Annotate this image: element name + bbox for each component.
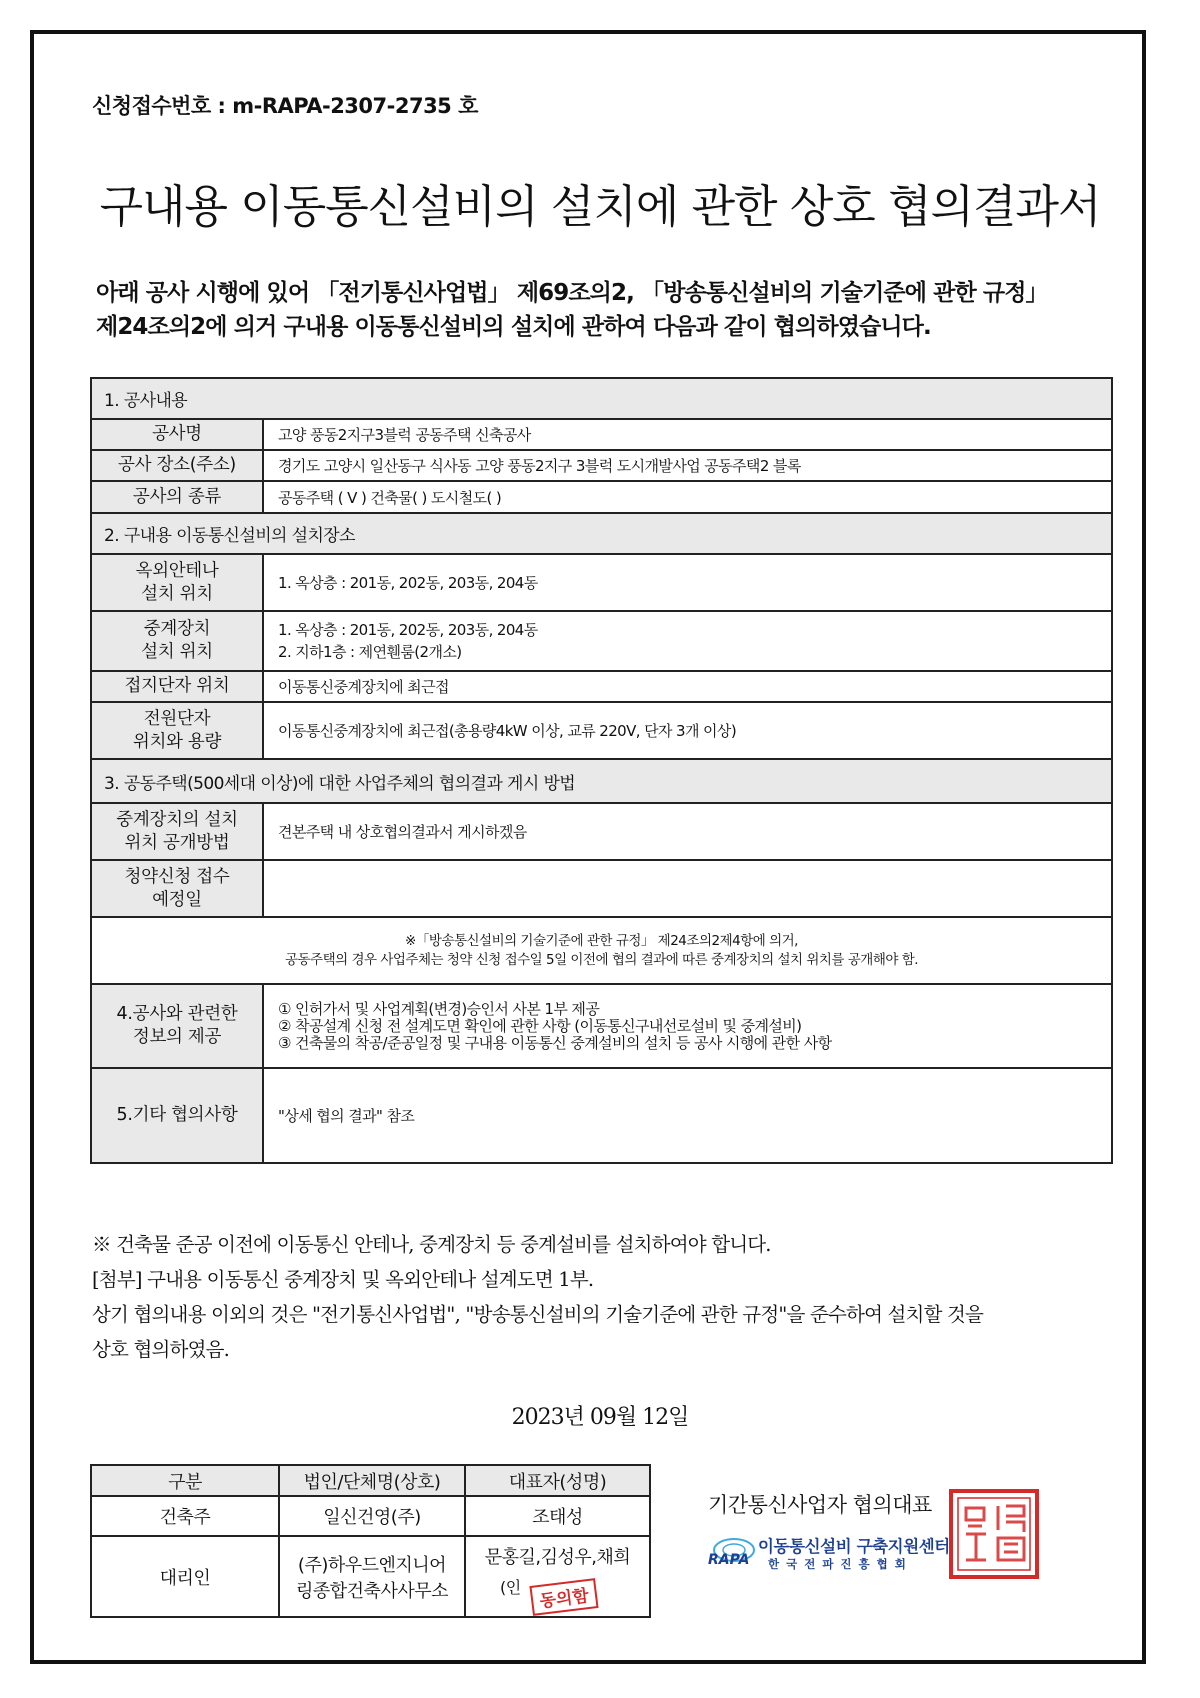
table-row bbox=[91, 671, 1112, 702]
row-label bbox=[91, 611, 263, 671]
center-name: 이동통신설비 구축지원센터 bbox=[758, 1537, 950, 1556]
row-value bbox=[263, 611, 1112, 671]
rapa-logo-icon bbox=[706, 1534, 758, 1574]
label-line: 예정일 bbox=[152, 889, 202, 910]
table-row bbox=[91, 419, 1112, 450]
info-item: ③ 건축물의 착공/준공일정 및 구내용 이동통신 중계설비의 설치 등 공사 시행에 관한 사항 bbox=[278, 1033, 832, 1052]
row-label bbox=[91, 803, 263, 860]
note-line: ※「방송통신설비의 기술기준에 관한 규정」 제24조의2제4항에 의거, bbox=[405, 932, 798, 949]
row-value bbox=[263, 860, 1112, 917]
row-label bbox=[91, 860, 263, 917]
row-label: 5.기타 협의사항 bbox=[91, 1068, 263, 1163]
header-cell: 법인/단체명(상호) bbox=[279, 1465, 465, 1496]
label-line: 청약신청 접수 bbox=[124, 866, 230, 887]
table-row bbox=[91, 860, 1112, 917]
row-label: 공사 장소(주소) bbox=[91, 450, 263, 481]
label-line: 전원단자 bbox=[143, 708, 211, 729]
row-value: 경기도 고양시 일산동구 식사동 고양 풍동2지구 3블럭 도시개발사업 공동주택2 블록 bbox=[263, 450, 1112, 481]
row-value: 이동통신중계장치에 최근접 bbox=[263, 671, 1112, 702]
section-1-heading-row bbox=[91, 378, 1112, 419]
table-row bbox=[91, 1068, 1112, 1163]
label-line: 중계장치 bbox=[143, 619, 211, 639]
agreement-table bbox=[90, 377, 1113, 1164]
label-line: 정보의 제공 bbox=[132, 1027, 222, 1047]
label-line: 중계장치의 설치 bbox=[116, 809, 238, 830]
row-label: 공사명 bbox=[91, 419, 263, 450]
table-row bbox=[91, 984, 1112, 1068]
name-line: 링종합건축사사무소 bbox=[296, 1580, 448, 1602]
stamp-text: 동의함 bbox=[538, 1586, 590, 1612]
official-seal bbox=[948, 1488, 1040, 1580]
label-line: 설치 위치 bbox=[141, 583, 213, 604]
intro-line: 제24조의2에 의거 구내용 이동통신설비의 설치에 관하여 다음과 같이 협의하였습니다. bbox=[96, 314, 931, 340]
table-row bbox=[91, 481, 1112, 513]
label-line: 4.공사와 관련한 bbox=[116, 1004, 238, 1024]
party-name: 일신건영(주) bbox=[279, 1496, 465, 1536]
section-2-heading-row bbox=[91, 513, 1112, 554]
section-heading: 1. 공사내용 bbox=[91, 378, 1112, 419]
party-representative: 조태성 bbox=[465, 1496, 650, 1536]
intro-line: 아래 공사 시행에 있어 「전기통신사업법」 제69조의2, 「방송통신설비의 기술기준에 관한 규정」 bbox=[96, 280, 1048, 306]
table-row bbox=[91, 611, 1112, 671]
value-line: 1. 옥상층 : 201동, 202동, 203동, 204동 bbox=[278, 621, 538, 639]
association-name: 한국전파진흥협회 bbox=[768, 1557, 913, 1571]
party-name bbox=[279, 1536, 465, 1617]
value-line: 2. 지하1층 : 제연휀룸(2개소) bbox=[278, 643, 462, 661]
section-heading: 3. 공동주택(500세대 이상)에 대한 사업주체의 협의결과 게시 방법 bbox=[91, 759, 1112, 803]
footer-line: 상호 협의하였음. bbox=[92, 1338, 230, 1361]
label-line: 옥외안테나 bbox=[135, 560, 219, 581]
label-line: 위치 공개방법 bbox=[124, 832, 230, 853]
footer-line: [첨부] 구내용 이동통신 중계장치 및 옥외안테나 설계도면 1부. bbox=[92, 1268, 594, 1291]
name-line: (주)하우드엔지니어 bbox=[297, 1554, 447, 1576]
row-label: 공사의 종류 bbox=[91, 481, 263, 513]
row-label: 접지단자 위치 bbox=[91, 671, 263, 702]
table-row bbox=[91, 450, 1112, 481]
footer-line: 상기 협의내용 이외의 것은 "전기통신사업법", "방송통신설비의 기술기준에 관한 규정"을 준수하여 설치할 것을 bbox=[92, 1303, 984, 1326]
info-item: ① 인허가서 및 사업계획(변경)승인서 사본 1부 제공 bbox=[278, 999, 600, 1018]
row-value: 이동통신중계장치에 최근접(총용량4kW 이상, 교류 220V, 단자 3개 이상) bbox=[263, 702, 1112, 759]
table-row bbox=[91, 554, 1112, 611]
intro-paragraph bbox=[96, 276, 1126, 344]
signature-header-row bbox=[91, 1465, 650, 1496]
header-cell: 구분 bbox=[91, 1465, 279, 1496]
row-value: 견본주택 내 상호협의결과서 게시하겠음 bbox=[263, 803, 1112, 860]
document-title: 구내용 이동통신설비의 설치에 관한 상호 협의결과서 bbox=[99, 180, 1101, 233]
note-row bbox=[91, 917, 1112, 984]
consent-stamp bbox=[528, 1577, 602, 1621]
builder-row bbox=[91, 1496, 650, 1536]
receipt-number: 신청접수번호 : m-RAPA-2307-2735 호 bbox=[92, 94, 478, 118]
operator-label: 기간통신사업자 협의대표 bbox=[708, 1493, 932, 1517]
agreement-date: 2023년 09월 12일 bbox=[511, 1405, 689, 1430]
label-line: 위치와 용량 bbox=[132, 731, 222, 752]
row-value bbox=[263, 984, 1112, 1068]
rep-names: 문홍길,김성우,채희 bbox=[484, 1547, 631, 1568]
row-value: 공동주택 ( V ) 건축물( ) 도시철도( ) bbox=[263, 481, 1112, 513]
section-heading: 2. 구내용 이동통신설비의 설치장소 bbox=[91, 513, 1112, 554]
footer-line: ※ 건축물 준공 이전에 이동통신 안테나, 중계장치 등 중계설비를 설치하여야 합니다. bbox=[92, 1233, 771, 1256]
table-row bbox=[91, 803, 1112, 860]
header-cell: 대표자(성명) bbox=[465, 1465, 650, 1496]
legal-note bbox=[91, 917, 1112, 984]
label-line: 설치 위치 bbox=[141, 642, 213, 662]
row-value: "상세 협의 결과" 참조 bbox=[263, 1068, 1112, 1163]
row-label bbox=[91, 554, 263, 611]
note-line: 공동주택의 경우 사업주체는 청약 신청 접수일 5일 이전에 협의 결과에 따른 중계장치의 설치 위치를 공개해야 함. bbox=[284, 951, 919, 968]
party-type: 대리인 bbox=[91, 1536, 279, 1617]
row-value: 고양 풍동2지구3블럭 공동주택 신축공사 bbox=[263, 419, 1112, 450]
footer-notes bbox=[92, 1227, 1122, 1367]
row-value: 1. 옥상층 : 201동, 202동, 203동, 204동 bbox=[263, 554, 1112, 611]
party-type: 건축주 bbox=[91, 1496, 279, 1536]
info-item: ② 착공설계 신청 전 설계도면 확인에 관한 사항 (이동통신구내선로설비 및 중계설비) bbox=[278, 1016, 802, 1035]
seal-placeholder: (인 bbox=[500, 1578, 521, 1597]
row-label bbox=[91, 702, 263, 759]
section-3-heading-row bbox=[91, 759, 1112, 803]
row-label bbox=[91, 984, 263, 1068]
logo-text: RAPA bbox=[708, 1552, 750, 1568]
table-row bbox=[91, 702, 1112, 759]
